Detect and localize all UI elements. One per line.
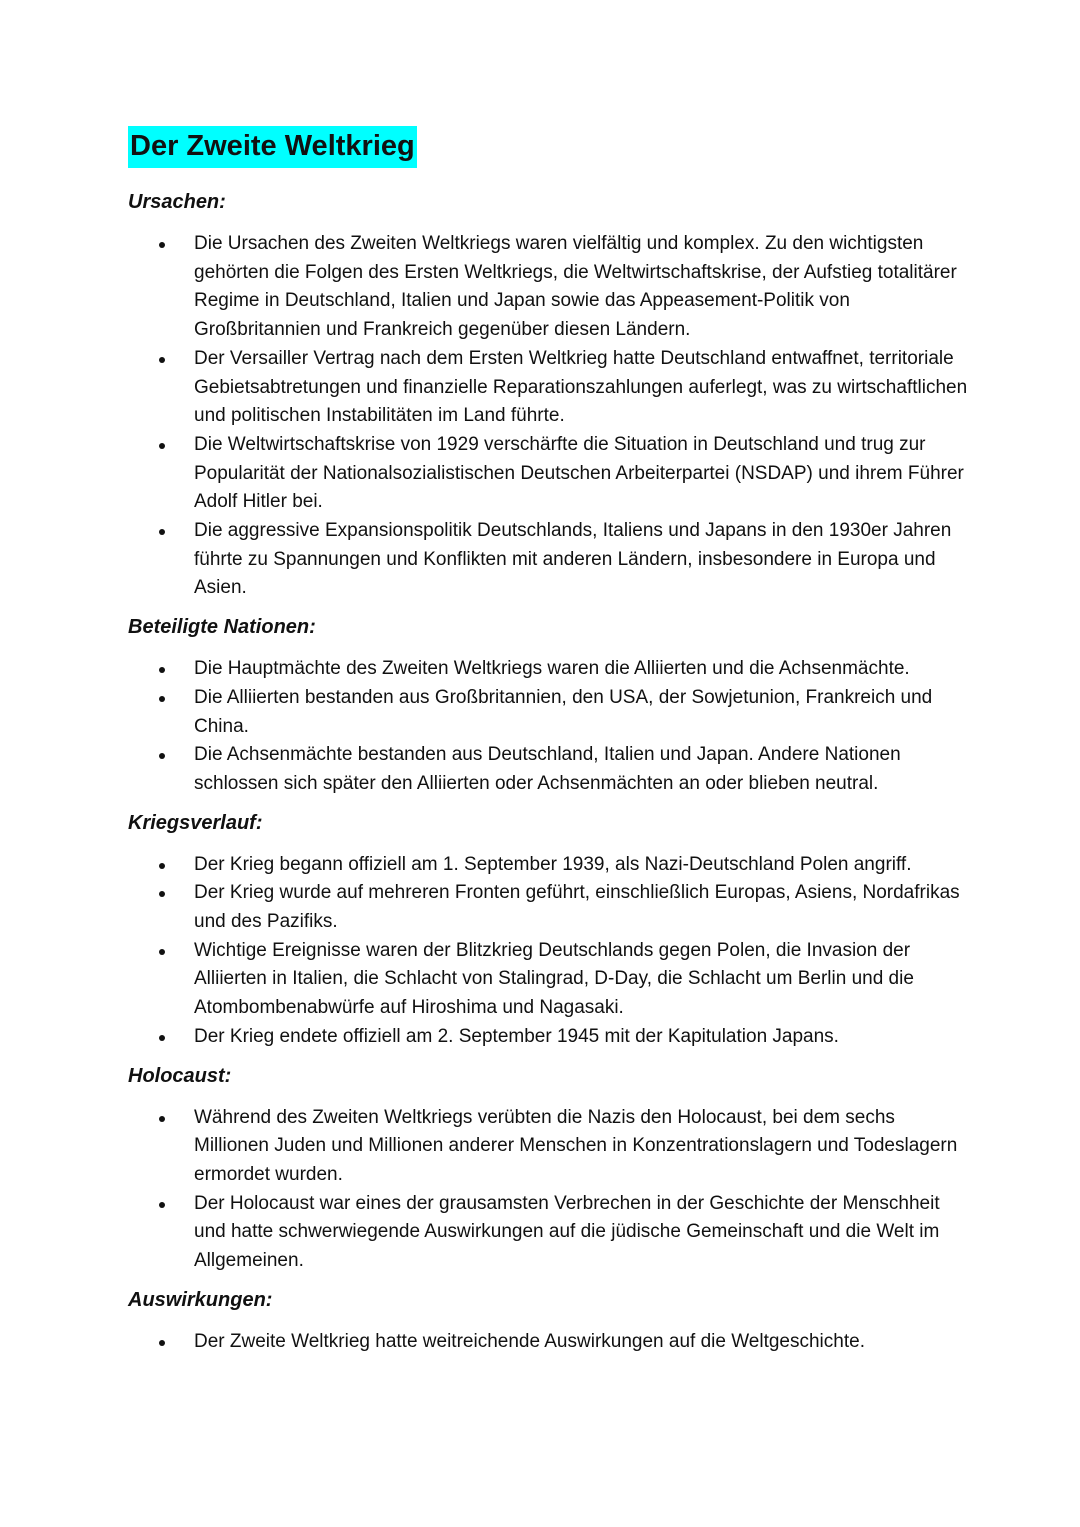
list-item-text: Die Hauptmächte des Zweiten Weltkriegs waren die Alliierten und die Achsenmächte. — [194, 658, 910, 680]
bullet-list — [128, 851, 968, 1052]
bullet-icon — [159, 1340, 165, 1346]
page-title: Der Zweite Weltkrieg — [128, 126, 417, 168]
section-heading: Beteiligte Nationen: — [128, 616, 316, 639]
list-item — [128, 1328, 968, 1357]
list-item-text: Der Krieg endete offiziell am 2. September 1945 mit der Kapitulation Japans. — [194, 1025, 839, 1047]
list-item — [128, 1190, 968, 1276]
list-item — [128, 230, 968, 345]
list-item-text: Wichtige Ereignisse waren der Blitzkrieg Deutschlands gegen Polen, die Invasion der Alliierten in Italien, die Schlacht von Stalingrad, D-Day, die Schlacht um Berlin und die Atombombenabwürfe auf Hiroshima und Nagasaki. — [194, 939, 914, 1019]
list-item — [128, 1023, 968, 1052]
bullet-icon — [159, 529, 165, 535]
bullet-icon — [159, 696, 165, 702]
bullet-icon — [159, 1035, 165, 1041]
section-heading: Ursachen: — [128, 191, 226, 213]
list-item-text: Die Alliierten bestanden aus Großbritannien, den USA, der Sowjetunion, Frankreich und China. — [194, 686, 933, 737]
section-holocaust — [128, 1062, 968, 1276]
bullet-icon — [159, 357, 165, 363]
bullet-list — [128, 230, 968, 603]
list-item — [128, 431, 968, 517]
list-item-text: Während des Zweiten Weltkriegs verübten die Nazis den Holocaust, bei dem sechs Millionen Juden und Millionen anderer Menschen in Konzentrationslagern und Todeslagern ermordet wurden. — [194, 1106, 958, 1185]
bullet-list — [128, 655, 968, 799]
list-item — [128, 741, 968, 798]
section-auswirkungen — [128, 1286, 968, 1357]
section-beteiligte-nationen — [128, 613, 968, 799]
list-item — [128, 851, 968, 880]
list-item-text: Der Holocaust war eines der grausamsten Verbrechen in der Geschichte der Menschheit und hatte schwerwiegende Auswirkungen auf die jüdische Gemeinschaft und die Welt im Allgemeinen. — [194, 1192, 940, 1272]
section-kriegsverlauf — [128, 809, 968, 1052]
list-item — [128, 517, 968, 603]
bullet-icon — [159, 1116, 165, 1122]
list-item-text: Der Zweite Weltkrieg hatte weitreichende Auswirkungen auf die Weltgeschichte. — [194, 1330, 865, 1352]
list-item — [128, 1104, 968, 1190]
bullet-list — [128, 1104, 968, 1276]
bullet-icon — [159, 242, 165, 248]
bullet-icon — [159, 949, 165, 955]
section-ursachen — [128, 188, 968, 603]
bullet-icon — [159, 863, 165, 869]
list-item — [128, 879, 968, 936]
list-item-text: Der Krieg wurde auf mehreren Fronten geführt, einschließlich Europas, Asiens, Nordafrikas und des Pazifiks. — [194, 882, 960, 933]
document-content — [128, 126, 968, 1367]
list-item — [128, 937, 968, 1023]
list-item-text: Der Krieg begann offiziell am 1. September 1939, als Nazi-Deutschland Polen angriff. — [194, 853, 912, 875]
list-item-text: Die aggressive Expansionspolitik Deutschlands, Italiens und Japans in den 1930er Jahren führte zu Spannungen und Konflikten mit anderen Ländern, insbesondere in Europa und Asien. — [194, 520, 952, 599]
bullet-icon — [159, 1202, 165, 1208]
list-item — [128, 655, 968, 684]
list-item-text: Der Versailler Vertrag nach dem Ersten Weltkrieg hatte Deutschland entwaffnet, territoriale Gebietsabtretungen und finanzielle Reparationszahlungen auferlegt, was zu wirtschaftlichen und politischen Instabilitäten im Land führte. — [194, 347, 968, 427]
section-heading: Kriegsverlauf: — [128, 811, 263, 834]
list-item — [128, 684, 968, 741]
bullet-icon — [159, 443, 165, 449]
list-item — [128, 345, 968, 431]
list-item-text: Die Achsenmächte bestanden aus Deutschland, Italien und Japan. Andere Nationen schlossen sich später den Alliierten oder Achsenmächten an oder blieben neutral. — [194, 744, 901, 794]
bullet-icon — [159, 891, 165, 897]
bullet-icon — [159, 753, 165, 759]
bullet-icon — [159, 667, 165, 673]
section-heading: Holocaust: — [128, 1064, 232, 1087]
bullet-list — [128, 1328, 968, 1357]
list-item-text: Die Ursachen des Zweiten Weltkriegs waren vielfältig und komplex. Zu den wichtigsten gehörten die Folgen des Ersten Weltkriegs, die Weltwirtschaftskrise, der Aufstieg totalitärer Regime in Deutschland, Italien und Japan sowie das Appeasement-Politik von Großbritannien und Frankreich gegenüber diesen Ländern. — [194, 233, 957, 341]
section-heading: Auswirkungen: — [128, 1288, 273, 1311]
list-item-text: Die Weltwirtschaftskrise von 1929 verschärfte die Situation in Deutschland und trug zur Popularität der Nationalsozialistischen Deutschen Arbeiterpartei (NSDAP) und ihrem Führer Adolf Hitler bei. — [194, 433, 964, 513]
